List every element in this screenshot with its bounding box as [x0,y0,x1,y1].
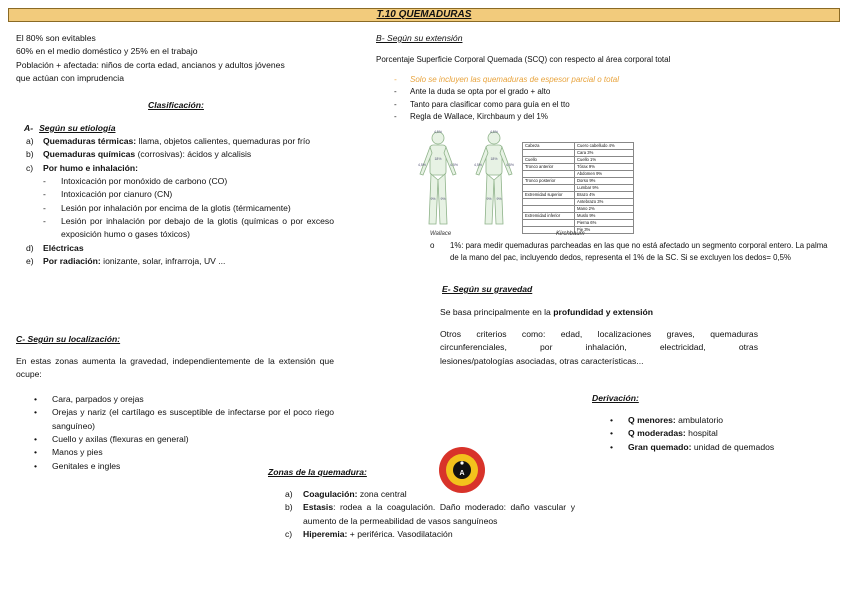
svg-text:4,5%: 4,5% [474,163,482,167]
list-item: a) Coagulación: zona central [285,489,407,499]
kirchbaum-region-cell: Extremidad inferior [523,213,575,220]
svg-text:9%: 9% [440,197,446,201]
kirchbaum-value-cell: Mano 2% [575,206,634,213]
one-percent-rule: o 1%: para medir quemaduras parcheadas en las que no está afectado un segmento corporal entero. La palma de la mano del pac, incluyendo dedos, representa el 1% de la SC. Si se excluyen los dedos= 0,5% [430,241,828,263]
list-item: c) Hiperemia: + periférica. Vasodilatación [285,528,453,539]
svg-text:18%: 18% [434,157,442,161]
zonas-quemadura-list [285,488,575,541]
gravedad-line: circunferenciales, por inhalación, electricidad, otras [440,342,758,353]
kirchbaum-row [523,164,634,171]
kirchbaum-value-cell: Pierna 6% [575,220,634,227]
list-item: - Regla de Wallace, Kirchbaum y del 1% [394,112,548,122]
kirchbaum-region-cell [523,220,575,227]
kirchbaum-region-cell: Extremidad superior [523,192,575,199]
kirchbaum-value-cell: Antebrazo 3% [575,199,634,206]
intro-block [16,32,336,85]
kirchbaum-row [523,199,634,206]
kirchbaum-value-cell: Abdomen 9% [575,171,634,178]
kirchbaum-region-cell: Cuello [523,157,575,164]
localizacion-text: En estas zonas aumenta la gravedad, independientemente de la extensión que ocupe: [16,356,334,380]
kirchbaum-region-cell [523,199,575,206]
list-item: • Cara, parpados y orejas [34,394,144,404]
burn-zones-target-diagram [438,446,486,494]
kirchbaum-value-cell: Lumbar 9% [575,185,634,192]
svg-text:4,5%: 4,5% [490,130,498,134]
list-item: • Cuello y axilas (flexuras en general) [34,433,189,444]
list-item: • Manos y pies [34,447,103,458]
list-item: - Tanto para clasificar como para guía en el tto [394,99,570,109]
list-item: e) Por radiación: ionizante, solar, infrarroja, UV ... [26,255,226,266]
kirchbaum-value-cell: Dorso 9% [575,178,634,185]
kirchbaum-caption: Kirchbaum [556,231,585,237]
wallace-body-diagram [410,128,522,232]
svg-text:4,5%: 4,5% [434,130,442,134]
kirchbaum-row [523,157,634,164]
list-item: • Gran quemado: unidad de quemados [610,441,775,452]
etiologia-heading: A- Según su etiología [24,123,116,133]
kirchbaum-region-cell: Cabeza [523,143,575,150]
list-item: - Ante la duda se opta por el grado + alto [394,87,551,97]
wallace-caption: Wallace [430,231,452,237]
gravedad-text-1: Se basa principalmente en la profundidad y extensión [440,307,654,317]
list-item: b) Quemaduras químicas (corrosivas): ácidos y alcalisis [26,149,252,160]
list-item: - Intoxicación por monóxido de carbono (CO) [43,175,228,186]
list-item: a) Quemaduras térmicas: llama, objetos calientes, quemaduras por frío [26,136,311,146]
svg-text:9%: 9% [486,197,492,201]
kirchbaum-row [523,171,634,178]
kirchbaum-row [523,213,634,220]
svg-text:4,5%: 4,5% [506,163,514,167]
kirchbaum-row [523,143,634,150]
kirchbaum-row [523,178,634,185]
list-item: - Lesión por inhalación por encima de la glotis (térmicamente) [43,202,291,213]
list-item: • Genitales e ingles [34,460,121,471]
list-item: - Lesión por inhalación por debajo de la glotis (químicas o por exceso exposición humo o gases tóxicos) [43,215,334,240]
kirchbaum-table [522,142,634,234]
kirchbaum-value-cell: Muslo 9% [575,213,634,220]
kirchbaum-value-cell: Cara 3% [575,150,634,157]
svg-text:4,5%: 4,5% [418,163,426,167]
intro-line: Población + afectada: niños de corta edad, ancianos y adultos jóvenes [16,59,285,70]
center-dot [460,461,463,464]
list-item: b) Estasis: rodea a la coagulación. Daño moderado: daño vascular y aumento de la permeabilidad de vasos sanguíneos [285,502,575,526]
list-item: • Q moderadas: hospital [610,428,718,439]
svg-text:18%: 18% [490,157,498,161]
kirchbaum-row [523,220,634,227]
gravedad-line: Otros criterios como: edad, localizaciones graves, quemaduras [440,329,758,339]
kirchbaum-region-cell [523,206,575,213]
target-label: A [459,470,465,477]
page-title: T.10 QUEMADURAS [8,8,840,22]
gravedad-text-2 [440,328,758,368]
kirchbaum-value-cell: Pie 3% [575,227,634,234]
intro-line: El 80% son evitables [16,33,96,43]
kirchbaum-value-cell: Cuero cabelludo 4% [575,143,634,150]
kirchbaum-region-cell: Tronco anterior [523,164,575,171]
list-item: - Solo se incluyen las quemaduras de espesor parcial o total [394,75,620,84]
list-item: • Q menores: ambulatorio [610,415,724,425]
list-item: c) Por humo e inhalación: [26,162,139,173]
etiologia-list [26,135,334,268]
kirchbaum-region-cell [523,150,575,157]
kirchbaum-table-body [523,143,634,234]
extension-bullets [394,74,774,124]
intro-line: 60% en el medio doméstico y 25% en el trabajo [16,46,198,57]
derivacion-list [610,414,830,454]
zonas-quemadura-heading: Zonas de la quemadura: [268,467,367,477]
kirchbaum-value-cell: Tórax 9% [575,164,634,171]
list-item: d) Eléctricas [26,242,84,253]
clasificacion-heading: Clasificación: [148,100,204,110]
kirchbaum-region-cell: Tronco posterior [523,178,575,185]
intro-line: que actúan con imprudencia [16,72,124,83]
extension-heading: B- Según su extensión [376,33,463,43]
humo-sublist [26,175,334,242]
kirchbaum-region-cell [523,171,575,178]
kirchbaum-value-cell: Cuello 1% [575,157,634,164]
kirchbaum-region-cell [523,185,575,192]
kirchbaum-row [523,206,634,213]
kirchbaum-row [523,150,634,157]
derivacion-heading: Derivación: [592,393,639,403]
kirchbaum-value-cell: Brazo 4% [575,192,634,199]
svg-text:4,5%: 4,5% [450,163,458,167]
localizacion-heading: C- Según su localización: [16,334,121,344]
svg-text:9%: 9% [430,197,436,201]
list-item: • Orejas y nariz (el cartílago es susceptible de infectarse por el poco riego sanguíneo) [34,407,334,431]
gravedad-heading: E- Según su gravedad [442,284,533,294]
zonas-list [34,393,334,473]
scq-definition: Porcentaje Superficie Corporal Quemada (SCQ) con respecto al área corporal total [376,55,671,64]
kirchbaum-row [523,192,634,199]
svg-text:9%: 9% [496,197,502,201]
kirchbaum-row [523,185,634,192]
gravedad-line: lesiones/patologías asociadas, otras características... [440,355,644,366]
list-item: - Intoxicación por cianuro (CN) [43,189,173,200]
